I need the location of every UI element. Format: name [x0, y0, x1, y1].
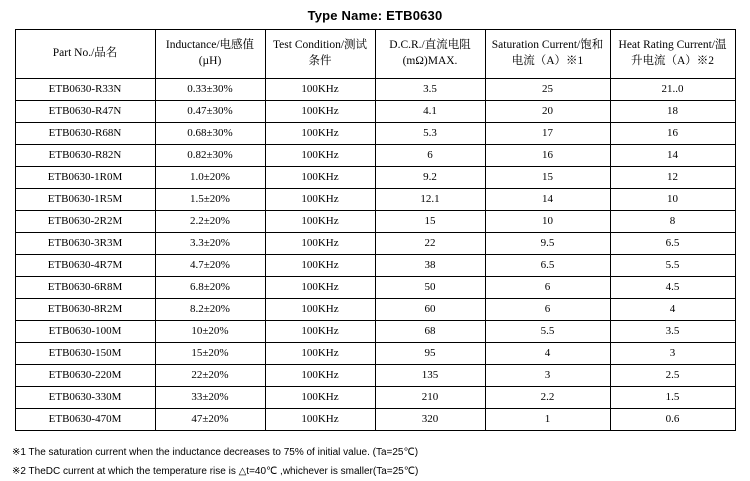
table-row — [15, 365, 735, 387]
cell-inductance: 0.68±30% — [155, 123, 265, 145]
cell-inductance: 1.5±20% — [155, 189, 265, 211]
cell-dcr: 4.1 — [375, 101, 485, 123]
cell-dcr: 15 — [375, 211, 485, 233]
cell-part-no: ETB0630-1R5M — [15, 189, 155, 211]
cell-part-no: ETB0630-8R2M — [15, 299, 155, 321]
cell-inductance: 4.7±20% — [155, 255, 265, 277]
table-header-row — [15, 30, 735, 79]
table-row — [15, 277, 735, 299]
table-row — [15, 409, 735, 431]
table-row — [15, 387, 735, 409]
cell-heat-rating-current: 12 — [610, 167, 735, 189]
cell-inductance: 22±20% — [155, 365, 265, 387]
cell-test-condition: 100KHz — [265, 211, 375, 233]
cell-test-condition: 100KHz — [265, 321, 375, 343]
table-row — [15, 299, 735, 321]
cell-saturation-current: 5.5 — [485, 321, 610, 343]
table-row — [15, 211, 735, 233]
cell-inductance: 0.47±30% — [155, 101, 265, 123]
cell-heat-rating-current: 14 — [610, 145, 735, 167]
page-title: Type Name: ETB0630 — [307, 8, 443, 23]
table-row — [15, 255, 735, 277]
cell-dcr: 3.5 — [375, 79, 485, 101]
cell-test-condition: 100KHz — [265, 189, 375, 211]
cell-inductance: 2.2±20% — [155, 211, 265, 233]
cell-heat-rating-current: 16 — [610, 123, 735, 145]
column-header-inductance: Inductance/电感值(µH) — [155, 30, 265, 79]
cell-test-condition: 100KHz — [265, 167, 375, 189]
cell-test-condition: 100KHz — [265, 365, 375, 387]
cell-test-condition: 100KHz — [265, 409, 375, 431]
cell-part-no: ETB0630-2R2M — [15, 211, 155, 233]
cell-dcr: 60 — [375, 299, 485, 321]
cell-dcr: 320 — [375, 409, 485, 431]
cell-test-condition: 100KHz — [265, 145, 375, 167]
cell-heat-rating-current: 1.5 — [610, 387, 735, 409]
cell-test-condition: 100KHz — [265, 79, 375, 101]
cell-test-condition: 100KHz — [265, 277, 375, 299]
cell-part-no: ETB0630-1R0M — [15, 167, 155, 189]
cell-part-no: ETB0630-220M — [15, 365, 155, 387]
cell-saturation-current: 6 — [485, 277, 610, 299]
cell-test-condition: 100KHz — [265, 233, 375, 255]
cell-part-no: ETB0630-4R7M — [15, 255, 155, 277]
cell-part-no: ETB0630-R68N — [15, 123, 155, 145]
cell-inductance: 6.8±20% — [155, 277, 265, 299]
table-header — [15, 30, 735, 79]
cell-part-no: ETB0630-R33N — [15, 79, 155, 101]
cell-test-condition: 100KHz — [265, 101, 375, 123]
footnote-2: ※2 TheDC current at which the temperature rise is △t=40℃ ,whichever is smaller(Ta=25℃) — [12, 466, 419, 477]
cell-test-condition: 100KHz — [265, 255, 375, 277]
cell-heat-rating-current: 0.6 — [610, 409, 735, 431]
cell-part-no: ETB0630-3R3M — [15, 233, 155, 255]
cell-saturation-current: 3 — [485, 365, 610, 387]
footnote-1: ※1 The saturation current when the inductance decreases to 75% of initial value. (Ta=25℃) — [12, 447, 419, 458]
cell-saturation-current: 6 — [485, 299, 610, 321]
cell-saturation-current: 4 — [485, 343, 610, 365]
cell-inductance: 1.0±20% — [155, 167, 265, 189]
cell-saturation-current: 16 — [485, 145, 610, 167]
cell-saturation-current: 9.5 — [485, 233, 610, 255]
cell-saturation-current: 15 — [485, 167, 610, 189]
cell-heat-rating-current: 4.5 — [610, 277, 735, 299]
cell-part-no: ETB0630-470M — [15, 409, 155, 431]
cell-heat-rating-current: 2.5 — [610, 365, 735, 387]
column-header-part-no: Part No./品名 — [15, 30, 155, 79]
cell-dcr: 135 — [375, 365, 485, 387]
table-body — [15, 79, 735, 431]
cell-heat-rating-current: 6.5 — [610, 233, 735, 255]
cell-heat-rating-current: 4 — [610, 299, 735, 321]
datasheet-page — [0, 8, 750, 477]
cell-dcr: 5.3 — [375, 123, 485, 145]
column-header-heat-rating-current: Heat Rating Current/温升电流（A）※2 — [610, 30, 735, 79]
cell-dcr: 68 — [375, 321, 485, 343]
cell-test-condition: 100KHz — [265, 387, 375, 409]
table-row — [15, 167, 735, 189]
cell-part-no: ETB0630-330M — [15, 387, 155, 409]
cell-saturation-current: 10 — [485, 211, 610, 233]
cell-saturation-current: 14 — [485, 189, 610, 211]
table-row — [15, 189, 735, 211]
table-row — [15, 145, 735, 167]
cell-part-no: ETB0630-R82N — [15, 145, 155, 167]
cell-heat-rating-current: 3.5 — [610, 321, 735, 343]
table-row — [15, 233, 735, 255]
column-header-test-condition: Test Condition/测试条件 — [265, 30, 375, 79]
cell-dcr: 50 — [375, 277, 485, 299]
table-row — [15, 321, 735, 343]
cell-part-no: ETB0630-100M — [15, 321, 155, 343]
cell-inductance: 15±20% — [155, 343, 265, 365]
cell-inductance: 33±20% — [155, 387, 265, 409]
cell-dcr: 12.1 — [375, 189, 485, 211]
specification-table — [15, 29, 736, 431]
cell-inductance: 8.2±20% — [155, 299, 265, 321]
cell-inductance: 0.33±30% — [155, 79, 265, 101]
table-row — [15, 343, 735, 365]
table-row — [15, 123, 735, 145]
cell-inductance: 3.3±20% — [155, 233, 265, 255]
cell-dcr: 9.2 — [375, 167, 485, 189]
table-row — [15, 101, 735, 123]
cell-dcr: 210 — [375, 387, 485, 409]
footnotes — [12, 443, 750, 481]
cell-part-no: ETB0630-150M — [15, 343, 155, 365]
column-header-saturation-current: Saturation Current/饱和电流（A）※1 — [485, 30, 610, 79]
cell-part-no: ETB0630-6R8M — [15, 277, 155, 299]
cell-inductance: 0.82±30% — [155, 145, 265, 167]
cell-heat-rating-current: 3 — [610, 343, 735, 365]
cell-inductance: 47±20% — [155, 409, 265, 431]
column-header-dcr: D.C.R./直流电阻(mΩ)MAX. — [375, 30, 485, 79]
cell-inductance: 10±20% — [155, 321, 265, 343]
cell-saturation-current: 25 — [485, 79, 610, 101]
cell-part-no: ETB0630-R47N — [15, 101, 155, 123]
cell-heat-rating-current: 5.5 — [610, 255, 735, 277]
cell-dcr: 22 — [375, 233, 485, 255]
cell-dcr: 95 — [375, 343, 485, 365]
cell-saturation-current: 2.2 — [485, 387, 610, 409]
cell-dcr: 38 — [375, 255, 485, 277]
cell-saturation-current: 20 — [485, 101, 610, 123]
cell-heat-rating-current: 21..0 — [610, 79, 735, 101]
cell-test-condition: 100KHz — [265, 123, 375, 145]
table-row — [15, 79, 735, 101]
cell-heat-rating-current: 10 — [610, 189, 735, 211]
cell-saturation-current: 17 — [485, 123, 610, 145]
cell-heat-rating-current: 18 — [610, 101, 735, 123]
cell-test-condition: 100KHz — [265, 343, 375, 365]
cell-test-condition: 100KHz — [265, 299, 375, 321]
cell-heat-rating-current: 8 — [610, 211, 735, 233]
cell-dcr: 6 — [375, 145, 485, 167]
cell-saturation-current: 1 — [485, 409, 610, 431]
cell-saturation-current: 6.5 — [485, 255, 610, 277]
